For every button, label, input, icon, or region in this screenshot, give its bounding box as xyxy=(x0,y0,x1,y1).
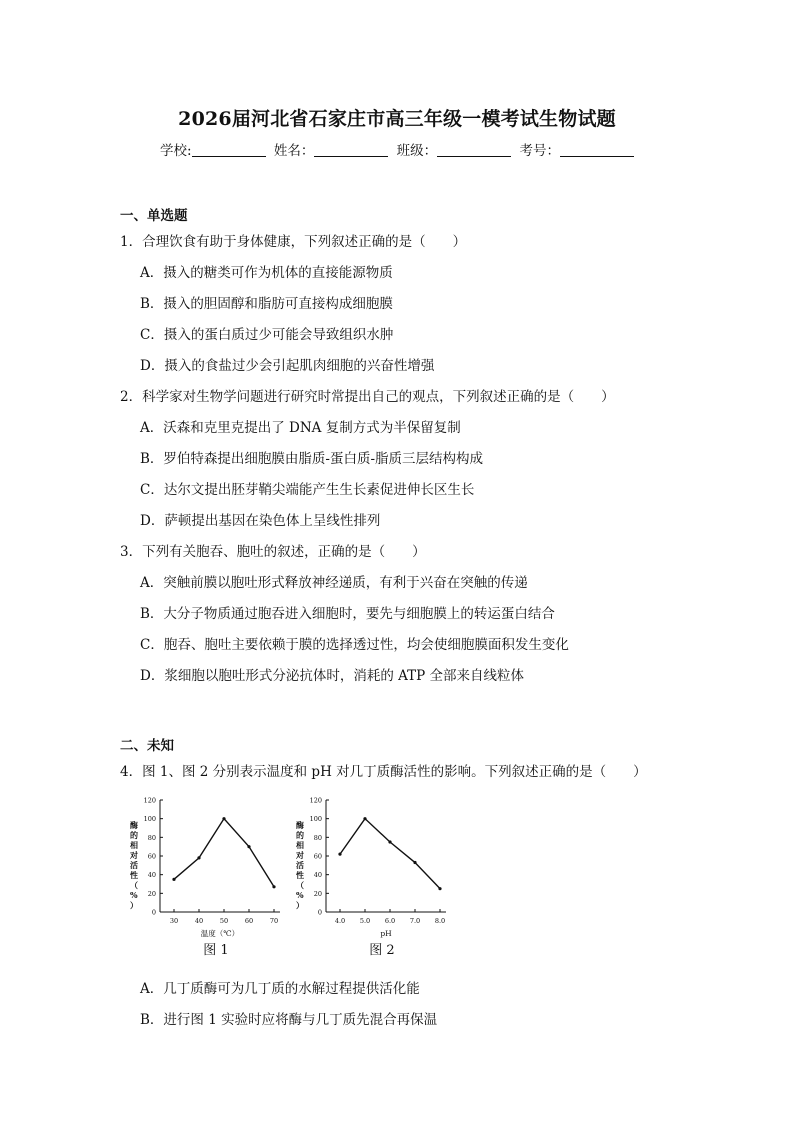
series-line xyxy=(340,819,440,889)
chart-ph xyxy=(284,790,454,965)
x-tick-label: 60 xyxy=(244,917,254,925)
y-tick-label: 20 xyxy=(313,889,322,898)
x-tick-label: 7.0 xyxy=(409,917,421,925)
option-a: A．突触前膜以胞吐形式释放神经递质，有利于兴奋在突触的传递 xyxy=(140,575,528,591)
option-d: D．摄入的食盐过少会引起肌肉细胞的兴奋性增强 xyxy=(140,358,435,374)
page-title: 2026届河北省石家庄市高三年级一模考试生物试题 xyxy=(178,108,616,130)
y-tick-label: 40 xyxy=(313,871,322,880)
section-heading: 一、单选题 xyxy=(120,208,188,224)
school-blank[interactable] xyxy=(192,143,266,157)
class-label: 班级： xyxy=(396,143,438,159)
y-tick-label: 40 xyxy=(147,871,156,880)
option-c: C．达尔文提出胚芽鞘尖端能产生生长素促进伸长区生长 xyxy=(140,482,475,498)
y-tick-label: 20 xyxy=(147,889,156,898)
option-a: A．沃森和克里克提出了 DNA 复制方式为半保留复制 xyxy=(140,420,461,436)
option-b: B．摄入的胆固醇和脂肪可直接构成细胞膜 xyxy=(140,296,393,312)
option-d: D．浆细胞以胞吐形式分泌抗体时，消耗的 ATP 全部来自线粒体 xyxy=(140,668,525,684)
y-axis-label: 酶的相对活性（%） xyxy=(130,820,138,910)
y-tick-label: 0 xyxy=(317,908,322,917)
x-tick-label: 5.0 xyxy=(359,917,371,925)
name-blank[interactable] xyxy=(314,143,388,157)
data-point xyxy=(413,861,416,864)
data-point xyxy=(197,856,200,859)
y-tick-label: 80 xyxy=(147,833,156,842)
x-tick-label: 50 xyxy=(219,917,229,925)
option-a: A．几丁质酶可为几丁质的水解过程提供活化能 xyxy=(140,981,420,997)
class-blank[interactable] xyxy=(437,143,511,157)
data-point xyxy=(338,853,341,856)
y-tick-label: 100 xyxy=(143,815,156,824)
data-point xyxy=(388,840,391,843)
data-point xyxy=(438,887,441,890)
question-stem: 1．合理饮食有助于身体健康，下列叙述正确的是（ ） xyxy=(120,234,467,250)
y-tick-label: 100 xyxy=(309,815,322,824)
chart-temperature xyxy=(118,790,288,965)
section-heading: 二、未知 xyxy=(120,738,174,754)
y-tick-label: 0 xyxy=(151,908,156,917)
option-a: A．摄入的糖类可作为机体的直接能源物质 xyxy=(140,265,393,281)
y-tick-label: 60 xyxy=(313,852,322,861)
option-c: C．胞吞、胞吐主要依赖于膜的选择透过性，均会使细胞膜面积发生变化 xyxy=(140,637,569,653)
x-tick-label: 6.0 xyxy=(384,917,396,925)
figure-1 xyxy=(118,790,288,969)
figure-caption: 图 2 xyxy=(369,943,395,958)
figure-2 xyxy=(284,790,454,969)
x-tick-label: 30 xyxy=(169,917,179,925)
option-c: C．摄入的蛋白质过少可能会导致组织水肿 xyxy=(140,327,394,343)
option-b: B．进行图 1 实验时应将酶与几丁质先混合再保温 xyxy=(140,1012,438,1028)
x-tick-label: 4.0 xyxy=(334,917,346,925)
data-point xyxy=(272,885,275,888)
series-line xyxy=(174,819,274,887)
option-d: D．萨顿提出基因在染色体上呈线性排列 xyxy=(140,513,381,529)
y-axis-label: 酶的相对活性（%） xyxy=(296,820,304,910)
x-tick-label: 8.0 xyxy=(434,917,446,925)
y-tick-label: 60 xyxy=(147,852,156,861)
name-label: 姓名： xyxy=(273,143,315,159)
question-stem: 2．科学家对生物学问题进行研究时常提出自己的观点，下列叙述正确的是（ ） xyxy=(120,389,615,405)
data-point xyxy=(222,817,225,820)
x-axis-label: pH xyxy=(380,929,392,938)
question-stem: 3．下列有关胞吞、胞吐的叙述，正确的是（ ） xyxy=(120,544,426,560)
data-point xyxy=(363,817,366,820)
x-axis-label: 温度（℃） xyxy=(200,929,240,938)
option-b: B．大分子物质通过胞吞进入细胞时，要先与细胞膜上的转运蛋白结合 xyxy=(140,606,555,622)
y-tick-label: 120 xyxy=(309,796,322,805)
x-tick-label: 70 xyxy=(269,917,279,925)
x-tick-label: 40 xyxy=(194,917,204,925)
option-b: B．罗伯特森提出细胞膜由脂质-蛋白质-脂质三层结构构成 xyxy=(140,451,484,467)
school-label: 学校: xyxy=(160,143,192,159)
y-tick-label: 120 xyxy=(143,796,156,805)
y-tick-label: 80 xyxy=(313,833,322,842)
data-point xyxy=(247,845,250,848)
figure-caption: 图 1 xyxy=(203,943,229,958)
student-info-line xyxy=(0,139,794,159)
question-stem: 4．图 1、图 2 分别表示温度和 pH 对几丁质酶活性的影响。下列叙述正确的是（ ） xyxy=(120,764,647,780)
number-label: 考号： xyxy=(519,143,560,159)
data-point xyxy=(172,878,175,881)
number-blank[interactable] xyxy=(560,143,634,157)
